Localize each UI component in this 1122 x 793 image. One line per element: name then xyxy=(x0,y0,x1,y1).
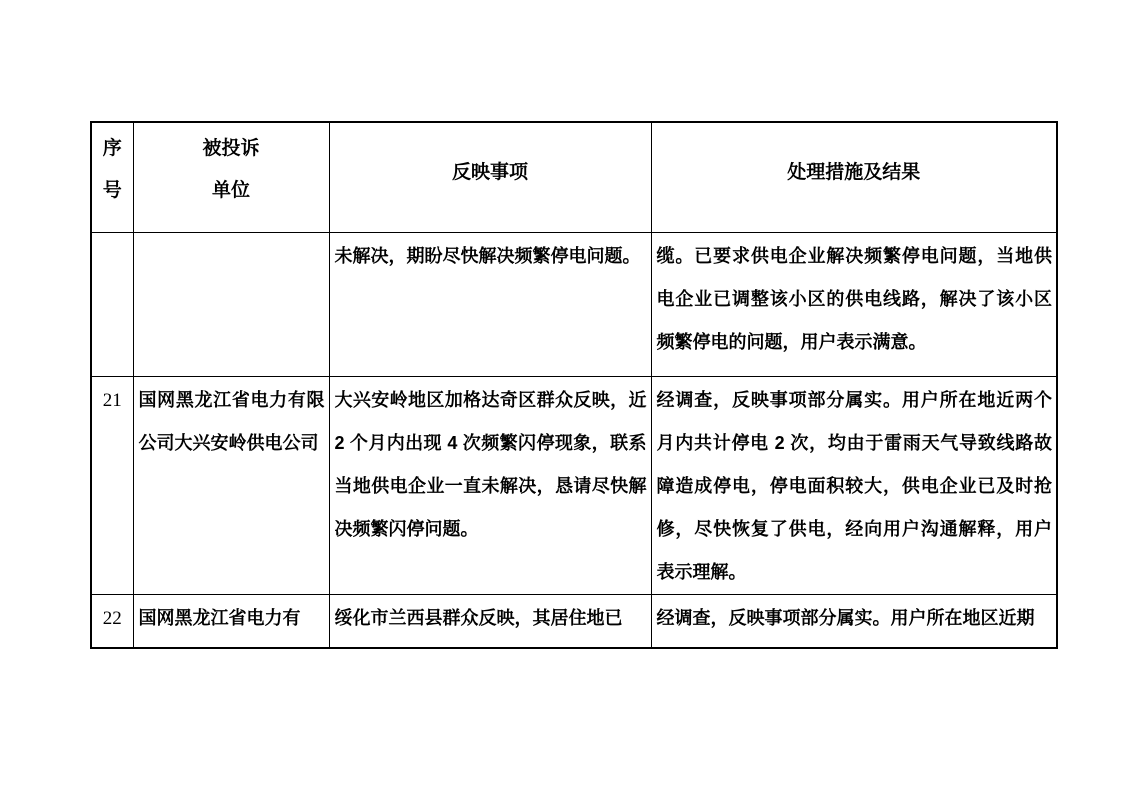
col-header-unit-line2: 单位 xyxy=(211,180,250,202)
cell-serial xyxy=(91,232,133,376)
col-header-matter: 反映事项 xyxy=(329,122,651,232)
col-header-unit xyxy=(133,122,329,232)
cell-unit: 国网黑龙江省电力有限公司大兴安岭供电公司 xyxy=(133,376,329,594)
table-row-22 xyxy=(91,594,1057,648)
complaints-table xyxy=(90,121,1058,649)
cell-unit xyxy=(133,232,329,376)
cell-result: 缆。已要求供电企业解决频繁停电问题，当地供电企业已调整该小区的供电线路，解决了该小区频繁停电的问题，用户表示满意。 xyxy=(651,232,1057,376)
cell-result: 经调查，反映事项部分属实。用户所在地近两个月内共计停电 2 次，均由于雷雨天气导致线路故障造成停电，停电面积较大，供电企业已及时抢修，尽快恢复了供电，经向用户沟通解释，用户表示理解。 xyxy=(651,376,1057,594)
col-header-serial xyxy=(91,122,133,232)
table-header-row xyxy=(91,122,1057,232)
cell-matter: 大兴安岭地区加格达奇区群众反映，近 2 个月内出现 4 次频繁闪停现象，联系当地供电企业一直未解决，恳请尽快解决频繁闪停问题。 xyxy=(329,376,651,594)
cell-result: 经调查，反映事项部分属实。用户所在地区近期 xyxy=(651,594,1057,648)
col-header-serial-line1: 序 xyxy=(102,138,122,160)
cell-unit: 国网黑龙江省电力有 xyxy=(133,594,329,648)
cell-matter: 未解决，期盼尽快解决频繁停电问题。 xyxy=(329,232,651,376)
cell-serial: 22 xyxy=(91,594,133,648)
col-header-serial-line2: 号 xyxy=(102,180,122,202)
cell-matter: 绥化市兰西县群众反映，其居住地已 xyxy=(329,594,651,648)
table-row-continuation xyxy=(91,232,1057,376)
col-header-result: 处理措施及结果 xyxy=(651,122,1057,232)
cell-serial: 21 xyxy=(91,376,133,594)
col-header-unit-line1: 被投诉 xyxy=(202,138,260,160)
table-row-21 xyxy=(91,376,1057,594)
